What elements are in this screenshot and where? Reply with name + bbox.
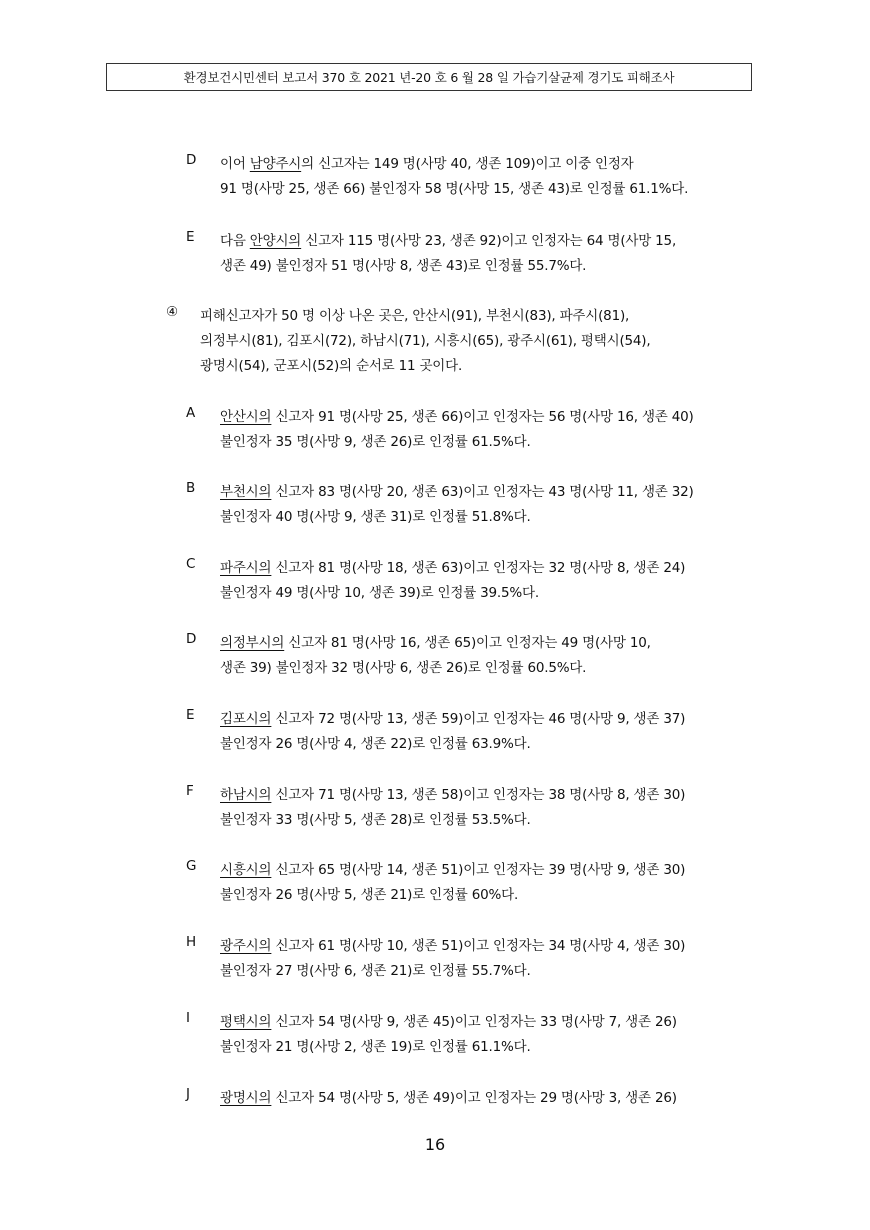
item-marker: ④ [166,304,178,320]
item-marker: D [186,152,197,168]
item-line: 의정부시(81), 김포시(72), 하남시(71), 시흥시(65), 광주시(61), 평택시(54), [200,333,651,349]
item-line: 불인정자 26 명(사망 4, 생존 22)로 인정률 63.9%다. [220,736,531,752]
item-line: 생존 39) 불인정자 32 명(사망 6, 생존 26)로 인정률 60.5%다. [220,660,587,676]
item-line: 91 명(사망 25, 생존 66) 불인정자 58 명(사망 15, 생존 43)로 인정률 61.1%다. [220,181,689,197]
item-line: 생존 49) 불인정자 51 명(사망 8, 생존 43)로 인정률 55.7%다. [220,258,587,274]
item-line: 이어 남양주시의 신고자는 149 명(사망 40, 생존 109)이고 이중 인정자 [220,156,634,172]
item-line: 의정부시의 신고자 81 명(사망 16, 생존 65)이고 인정자는 49 명(사망 10, [220,635,651,651]
item-marker: G [186,858,197,874]
item-marker: D [186,631,197,647]
item-line: 김포시의 신고자 72 명(사망 13, 생존 59)이고 인정자는 46 명(사망 9, 생존 37) [220,711,686,727]
item-marker: F [186,783,194,799]
item-line: 안산시의 신고자 91 명(사망 25, 생존 66)이고 인정자는 56 명(사망 16, 생존 40) [220,409,694,425]
item-line: 불인정자 35 명(사망 9, 생존 26)로 인정률 61.5%다. [220,434,531,450]
item-line: 다음 안양시의 신고자 115 명(사망 23, 생존 92)이고 인정자는 64 명(사망 15, [220,233,677,249]
item-line: 부천시의 신고자 83 명(사망 20, 생존 63)이고 인정자는 43 명(사망 11, 생존 32) [220,484,694,500]
item-marker: C [186,556,196,572]
page-number: 16 [424,1135,446,1154]
report-header [106,63,752,91]
item-line: 불인정자 40 명(사망 9, 생존 31)로 인정률 51.8%다. [220,509,531,525]
item-line: 광명시(54), 군포시(52)의 순서로 11 곳이다. [200,358,463,374]
item-line: 불인정자 33 명(사망 5, 생존 28)로 인정률 53.5%다. [220,812,531,828]
item-line: 하남시의 신고자 71 명(사망 13, 생존 58)이고 인정자는 38 명(사망 8, 생존 30) [220,787,686,803]
header-title: 환경보건시민센터 보고서 370 호 2021 년-20 호 6 월 28 일 가습기살균제 경기도 피해조사 [183,70,675,85]
item-line: 평택시의 신고자 54 명(사망 9, 생존 45)이고 인정자는 33 명(사망 7, 생존 26) [220,1014,677,1030]
item-line: 시흥시의 신고자 65 명(사망 14, 생존 51)이고 인정자는 39 명(사망 9, 생존 30) [220,862,686,878]
item-line: 광명시의 신고자 54 명(사망 5, 생존 49)이고 인정자는 29 명(사망 3, 생존 26) [220,1090,677,1106]
item-marker: B [186,480,196,496]
item-marker: A [186,405,196,421]
item-line: 불인정자 27 명(사망 6, 생존 21)로 인정률 55.7%다. [220,963,531,979]
item-marker: I [186,1010,190,1026]
item-line: 피해신고자가 50 명 이상 나온 곳은, 안산시(91), 부천시(83), 파주시(81), [200,308,630,324]
item-line: 불인정자 49 명(사망 10, 생존 39)로 인정률 39.5%다. [220,585,539,601]
item-line: 광주시의 신고자 61 명(사망 10, 생존 51)이고 인정자는 34 명(사망 4, 생존 30) [220,938,686,954]
item-marker: H [186,934,196,950]
item-marker: J [186,1086,190,1102]
item-line: 파주시의 신고자 81 명(사망 18, 생존 63)이고 인정자는 32 명(사망 8, 생존 24) [220,560,686,576]
item-marker: E [186,229,195,245]
item-line: 불인정자 26 명(사망 5, 생존 21)로 인정률 60%다. [220,887,519,903]
item-line: 불인정자 21 명(사망 2, 생존 19)로 인정률 61.1%다. [220,1039,531,1055]
item-marker: E [186,707,195,723]
